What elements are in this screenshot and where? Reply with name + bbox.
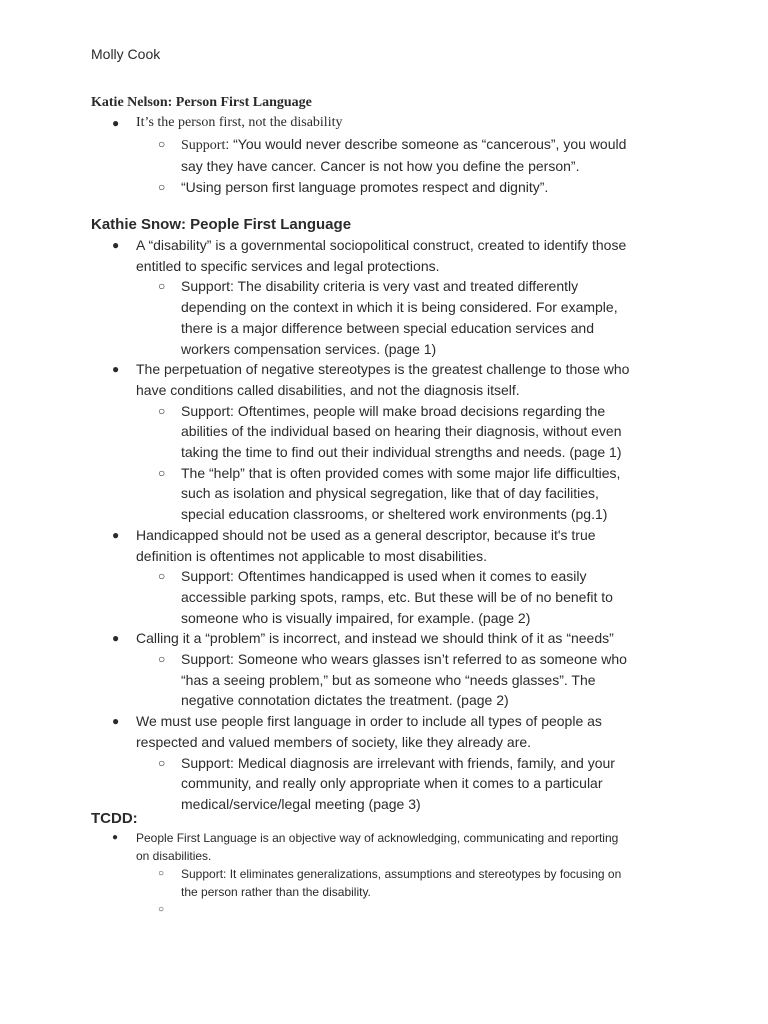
- bullet-filled-icon: ●: [112, 631, 120, 646]
- section-nelson: [91, 93, 691, 198]
- sub-list-item: ○ The “help” that is often provided comes with some major life difficulties, such as isolation and physical segregation, like that of day facilities, special education classrooms, or sheltered work environments (pg.1): [158, 464, 621, 523]
- sub-list-item: ○ “Using person first language promotes respect and dignity”.: [91, 177, 691, 198]
- bullet-filled-icon: ●: [112, 116, 120, 130]
- bullet-hollow-icon: ○: [158, 136, 166, 151]
- list-item: ● It’s the person first, not the disability: [91, 113, 691, 134]
- bullet-hollow-icon: ○: [158, 868, 165, 879]
- list-item: ● A “disability” is a governmental sociopolitical construct, created to identify those entitled to specific services and legal protections.: [112, 237, 627, 274]
- bullet-hollow-icon: ○: [158, 403, 166, 418]
- bullet-filled-icon: ●: [112, 362, 120, 377]
- list-item: ● Calling it a “problem” is incorrect, and instead we should think of it as “needs”: [91, 628, 691, 649]
- list-item: ● The perpetuation of negative stereotypes is the greatest challenge to those who have conditions called disabilities, and not the diagnosis itself.: [112, 361, 630, 398]
- section-heading: TCDD:: [91, 810, 138, 827]
- section-snow: [91, 215, 691, 815]
- bullet-filled-icon: ●: [112, 832, 119, 843]
- section-heading: Katie Nelson: Person First Language: [91, 95, 312, 110]
- sub-list-item: ○ Support: The disability criteria is very vast and treated differently depending on the context in which it is being considered. For example, there is a major difference between special education services and workers compensation services. (page 1): [158, 278, 618, 357]
- bullet-hollow-icon: ○: [158, 279, 166, 294]
- bullet-hollow-icon: ○: [158, 652, 166, 667]
- list-item: ● Handicapped should not be used as a general descriptor, because it's true definition is oftentimes not applicable to most disabilities.: [112, 526, 596, 564]
- bullet-hollow-icon: ○: [158, 904, 165, 915]
- bullet-hollow-icon: ○: [158, 180, 166, 195]
- sub-list-item-empty: [91, 901, 711, 919]
- list-item: ● We must use people first language in order to include all types of people as respected and valued members of society, like they already are.: [112, 713, 602, 750]
- section-heading: Kathie Snow: People First Language: [91, 216, 352, 233]
- sub-list-item: ○ Support: Oftentimes, people will make broad decisions regarding the abilities of the individual based on hearing their diagnosis, without even taking the time to find out their individual strengths and needs. (page 1): [158, 402, 622, 461]
- sub-list-item: ○ Support: Someone who wears glasses isn’t referred to as someone who “has a seeing problem,” but as someone who “needs glasses”. The negative connotation dictates the treatment. (page 2): [158, 651, 627, 709]
- list-item: ● People First Language is an objective way of acknowledging, communicating and reporting on disabilities.: [112, 831, 619, 863]
- bullet-filled-icon: ●: [112, 238, 120, 252]
- sub-list-item: ○ Support: Oftentimes handicapped is used when it comes to easily accessible parking spots, ramps, etc. But these will be of no benefit to someone who is visually impaired, for example. (page 2): [158, 568, 613, 626]
- section-tcdd: [91, 809, 711, 919]
- bullet-hollow-icon: ○: [158, 755, 166, 770]
- bullet-filled-icon: ●: [112, 714, 120, 729]
- author-name: Molly Cook: [91, 46, 161, 62]
- bullet-hollow-icon: ○: [158, 465, 166, 480]
- sub-list-item: ○ Support: “You would never describe someone as “cancerous”, you would say they have cancer. Cancer is not how you define the person”.: [158, 135, 627, 175]
- sub-list-item: ○ Support: It eliminates generalizations, assumptions and stereotypes by focusing on the person rather than the disability.: [158, 867, 622, 899]
- bullet-filled-icon: ●: [112, 527, 120, 542]
- sub-list-item: ○ Support: Medical diagnosis are irrelevant with friends, family, and your community, and really only appropriate when it comes to a particular medical/service/legal meeting (page 3): [158, 754, 615, 812]
- bullet-hollow-icon: ○: [158, 569, 166, 584]
